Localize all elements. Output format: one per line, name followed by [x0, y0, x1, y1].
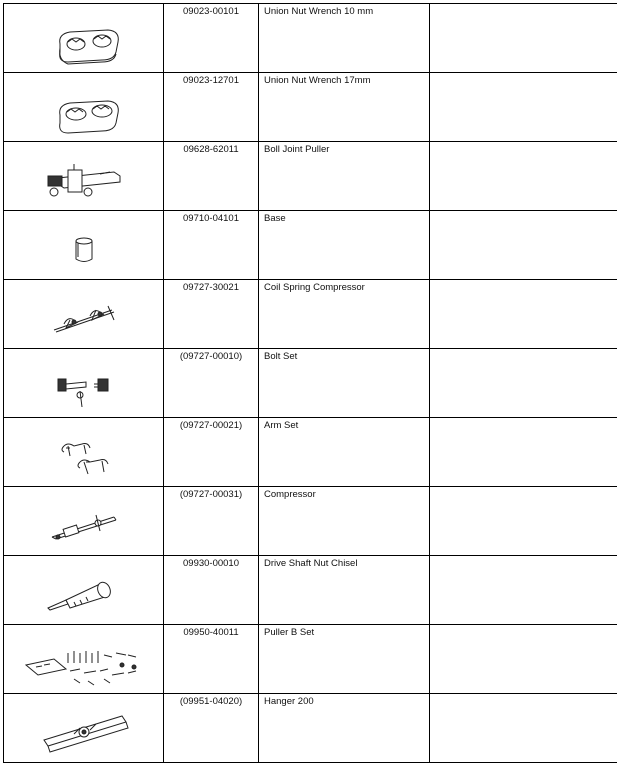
- notes-cell: [430, 556, 617, 625]
- tool-name-cell: [259, 4, 430, 73]
- tool-name: Drive Shaft Nut Chisel: [264, 558, 358, 569]
- notes: [430, 4, 617, 6]
- table-row: [4, 694, 617, 763]
- part-number: 09628-62011: [183, 144, 239, 155]
- table-row: [4, 349, 617, 418]
- table-row: [4, 73, 617, 142]
- notes-cell: [430, 211, 617, 280]
- base-icon: [4, 211, 163, 279]
- part-number: (09951-04020): [179, 696, 243, 707]
- arm-set-icon: [4, 418, 163, 486]
- part-number: 09023-00101: [183, 6, 239, 17]
- table-row: [4, 211, 617, 280]
- part-number-cell: [164, 211, 259, 280]
- drive-shaft-nut-chisel-icon: [4, 556, 163, 624]
- tool-name: Puller B Set: [264, 627, 315, 638]
- ball-joint-puller-icon: [4, 142, 163, 210]
- part-number: 09727-30021: [183, 282, 239, 293]
- tool-name: Boll Joint Puller: [264, 144, 330, 155]
- notes: [430, 349, 617, 351]
- tool-name: Union Nut Wrench 10 mm: [264, 6, 374, 17]
- notes: [430, 625, 617, 627]
- notes: [430, 694, 617, 696]
- notes-cell: [430, 625, 617, 694]
- union-nut-wrench-10mm-icon: [4, 4, 163, 72]
- part-number-cell: [164, 625, 259, 694]
- tool-name-cell: [259, 349, 430, 418]
- tool-name: Compressor: [264, 489, 316, 500]
- part-number-cell: [164, 418, 259, 487]
- tool-name-cell: [259, 142, 430, 211]
- part-number-cell: [164, 694, 259, 763]
- tool-illustration-cell: [4, 418, 164, 487]
- table-row: [4, 4, 617, 73]
- tool-name: Coil Spring Compressor: [264, 282, 365, 293]
- tool-name-cell: [259, 625, 430, 694]
- part-number: 09950-40011: [183, 627, 239, 638]
- table-row: [4, 556, 617, 625]
- part-number: 09023-12701: [183, 75, 239, 86]
- part-number-cell: [164, 349, 259, 418]
- notes: [430, 418, 617, 420]
- table-row: [4, 418, 617, 487]
- part-number: (09727-00010): [179, 351, 243, 362]
- table-row: [4, 625, 617, 694]
- part-number-cell: [164, 4, 259, 73]
- tool-name-cell: [259, 73, 430, 142]
- part-number: (09727-00021): [179, 420, 243, 431]
- notes-cell: [430, 418, 617, 487]
- tool-illustration-cell: [4, 4, 164, 73]
- notes: [430, 280, 617, 282]
- tool-name-cell: [259, 418, 430, 487]
- tool-illustration-cell: [4, 487, 164, 556]
- notes-cell: [430, 280, 617, 349]
- table-row: [4, 487, 617, 556]
- tool-illustration-cell: [4, 349, 164, 418]
- tool-name: Bolt Set: [264, 351, 298, 362]
- part-number: (09727-00031): [179, 489, 243, 500]
- part-number-cell: [164, 556, 259, 625]
- puller-b-set-icon: [4, 625, 163, 693]
- table-row: [4, 280, 617, 349]
- tool-illustration-cell: [4, 694, 164, 763]
- part-number: 09930-00010: [183, 558, 239, 569]
- special-tools-table: [3, 3, 617, 763]
- coil-spring-compressor-icon: [4, 280, 163, 348]
- notes-cell: [430, 142, 617, 211]
- notes: [430, 556, 617, 558]
- notes: [430, 73, 617, 75]
- tool-name-cell: [259, 280, 430, 349]
- tool-name: Hanger 200: [264, 696, 314, 707]
- union-nut-wrench-17mm-icon: [4, 73, 163, 141]
- notes: [430, 487, 617, 489]
- tool-illustration-cell: [4, 625, 164, 694]
- tool-illustration-cell: [4, 142, 164, 211]
- part-number-cell: [164, 73, 259, 142]
- part-number-cell: [164, 142, 259, 211]
- tool-illustration-cell: [4, 211, 164, 280]
- hanger-200-icon: [4, 694, 163, 762]
- part-number-cell: [164, 280, 259, 349]
- notes: [430, 211, 617, 213]
- tool-name: Base: [264, 213, 286, 224]
- notes-cell: [430, 73, 617, 142]
- tool-name-cell: [259, 487, 430, 556]
- part-number-cell: [164, 487, 259, 556]
- notes-cell: [430, 694, 617, 763]
- bolt-set-icon: [4, 349, 163, 417]
- tool-illustration-cell: [4, 73, 164, 142]
- table-row: [4, 142, 617, 211]
- tool-name: Arm Set: [264, 420, 299, 431]
- compressor-icon: [4, 487, 163, 555]
- part-number: 09710-04101: [183, 213, 239, 224]
- notes-cell: [430, 4, 617, 73]
- tool-name-cell: [259, 556, 430, 625]
- tool-name-cell: [259, 211, 430, 280]
- tool-illustration-cell: [4, 556, 164, 625]
- notes-cell: [430, 487, 617, 556]
- tool-name-cell: [259, 694, 430, 763]
- notes: [430, 142, 617, 144]
- tool-name: Union Nut Wrench 17mm: [264, 75, 371, 86]
- tool-illustration-cell: [4, 280, 164, 349]
- notes-cell: [430, 349, 617, 418]
